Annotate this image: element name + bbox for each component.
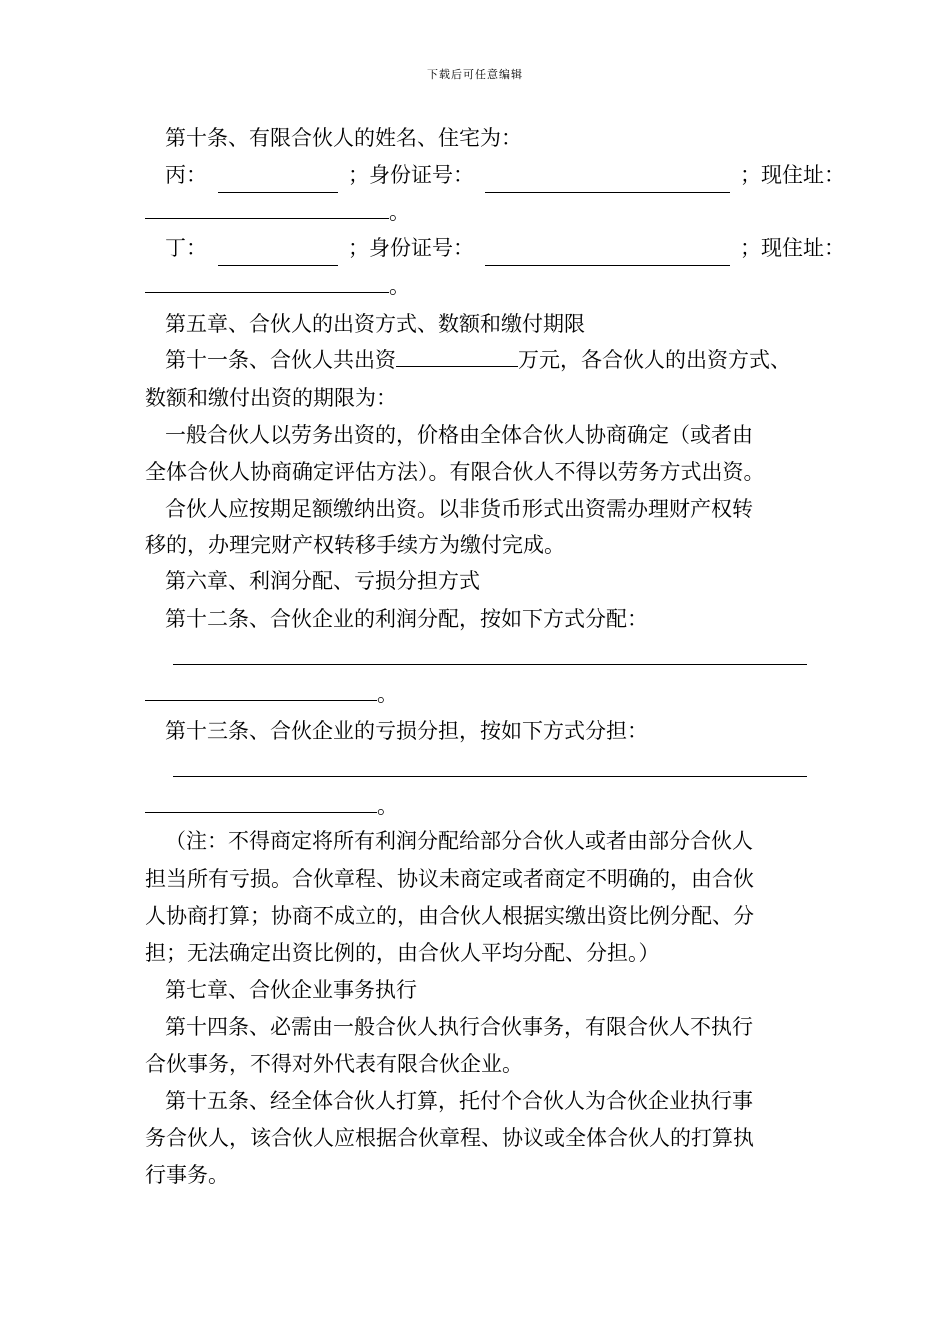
- ding-id-blank: [485, 243, 730, 266]
- article-10-title: 第十条、有限合伙人的姓名、住宅为：: [165, 126, 522, 150]
- chapter-7-heading: 第七章、合伙企业事务执行: [165, 978, 417, 1002]
- article-15-line-3: 行事务。: [145, 1163, 229, 1187]
- ding-name-blank: [218, 243, 338, 266]
- article-15-line-2: 务合伙人，该合伙人应根据合伙章程、协议或全体合伙人的打算执: [145, 1126, 754, 1150]
- bing-name-blank: [218, 170, 338, 193]
- note-line-3: 人协商打算；协商不成立的，由合伙人根据实缴出资比例分配、分: [145, 904, 754, 928]
- ding-address-row: [145, 268, 825, 304]
- note-line-2: 担当所有亏损。合伙章程、协议未商定或者商定不明确的，由合伙: [145, 867, 754, 891]
- loss-sharing-blank-2: [145, 790, 377, 813]
- loss-sharing-blank: [173, 754, 807, 777]
- period: 。: [389, 274, 410, 298]
- article-11-text-a: 第十一条、合伙人共出资: [165, 348, 396, 372]
- article-14-line-2: 合伙事务，不得对外代表有限合伙企业。: [145, 1052, 523, 1076]
- payment-term-line-1: 合伙人应按期足额缴纳出资。以非货币形式出资需办理财产权转: [165, 497, 753, 521]
- partner-bing-row: [145, 157, 845, 193]
- note-line-1: （注：不得商定将所有利润分配给部分合伙人或者由部分合伙人: [165, 829, 753, 853]
- address-label: ；现住址：: [740, 236, 845, 260]
- article-15-line-1: 第十五条、经全体合伙人打算，托付个合伙人为合伙企业执行事: [165, 1089, 753, 1113]
- address-label: ；现住址：: [740, 163, 845, 187]
- payment-term-line-2: 移的，办理完财产权转移手续方为缴付完成。: [145, 533, 565, 557]
- period: 。: [377, 794, 398, 818]
- bing-address-blank: [145, 196, 389, 219]
- profit-distribution-blank: [173, 642, 807, 665]
- article-13: 第十三条、合伙企业的亏损分担，按如下方式分担：: [165, 719, 648, 743]
- article-11-line-1: [145, 342, 845, 378]
- labor-contribution-line-2: 全体合伙人协商确定评估方法）。有限合伙人不得以劳务方式出资。: [145, 460, 765, 484]
- loss-sharing-blank-line-2: [145, 788, 825, 824]
- ding-label: 丁：: [165, 236, 207, 260]
- labor-contribution-line-1: 一般合伙人以劳务出资的，价格由全体合伙人协商确定（或者由: [165, 423, 753, 447]
- article-12: 第十二条、合伙企业的利润分配，按如下方式分配：: [165, 607, 648, 631]
- bing-address-row: [145, 194, 825, 230]
- chapter-6-heading: 第六章、利润分配、亏损分担方式: [165, 569, 480, 593]
- article-11-line-2: 数额和缴付出资的期限为：: [145, 386, 397, 410]
- chapter-5-heading: 第五章、合伙人的出资方式、数额和缴付期限: [165, 312, 585, 336]
- partner-ding-row: [145, 230, 845, 266]
- bing-label: 丙：: [165, 163, 207, 187]
- period: 。: [377, 682, 398, 706]
- profit-distribution-blank-line: [145, 640, 853, 676]
- profit-distribution-blank-line-2: [145, 676, 825, 712]
- id-label: ；身份证号：: [348, 236, 474, 260]
- page-header: 下载后可任意编辑: [427, 68, 523, 81]
- article-14-line-1: 第十四条、必需由一般合伙人执行合伙事务，有限合伙人不执行: [165, 1015, 753, 1039]
- ding-address-blank: [145, 270, 389, 293]
- article-11-text-b: 万元，各合伙人的出资方式、: [518, 348, 791, 372]
- note-line-4: 担；无法确定出资比例的，由合伙人平均分配、分担。）: [145, 941, 660, 965]
- bing-id-blank: [485, 170, 730, 193]
- loss-sharing-blank-line: [145, 752, 853, 788]
- capital-amount-blank: [396, 344, 518, 367]
- period: 。: [389, 200, 410, 224]
- id-label: ；身份证号：: [348, 163, 474, 187]
- profit-distribution-blank-2: [145, 678, 377, 701]
